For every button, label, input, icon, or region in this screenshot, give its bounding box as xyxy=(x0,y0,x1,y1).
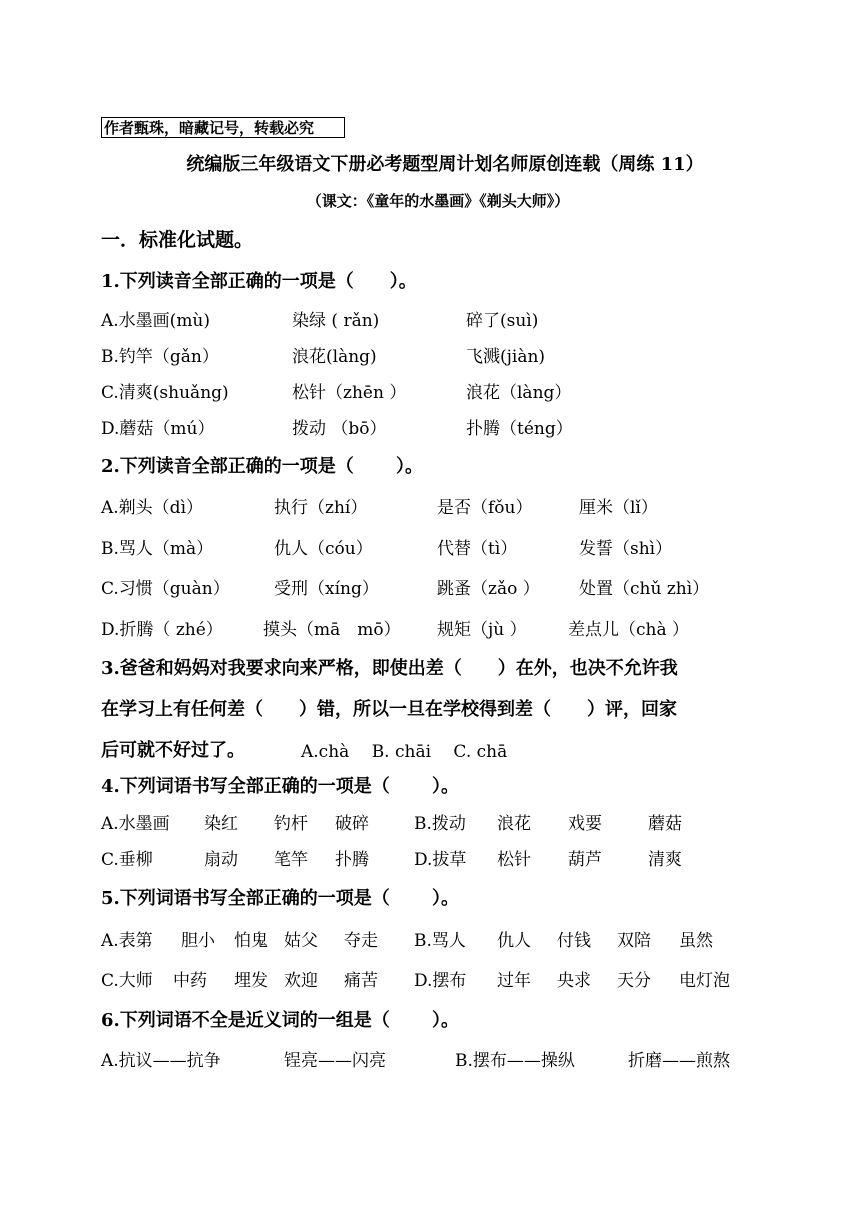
q5-word: 中药 xyxy=(173,971,207,991)
q1-option: 染绿 ( rǎn) xyxy=(292,311,380,331)
q5-word: 付钱 xyxy=(557,931,591,951)
q2-option: 跳蚤（zǎo ） xyxy=(437,579,540,599)
q2-option: 是否（fǒu） xyxy=(437,498,533,518)
q2-option: A.剃头（dì） xyxy=(101,498,203,518)
q6-option: 折磨——煎熬 xyxy=(628,1051,730,1071)
q2-option: 代替（tì） xyxy=(437,539,518,559)
q6-option: A.抗议——抗争 xyxy=(101,1051,221,1071)
q1-option: 扑腾（téng） xyxy=(466,419,573,439)
q4-word: 葫芦 xyxy=(568,850,602,870)
q6-option: B.摆布——操纵 xyxy=(455,1051,575,1071)
q4-word: 扑腾 xyxy=(335,850,369,870)
q5-word: 夺走 xyxy=(344,931,378,951)
q5-word: 痛苦 xyxy=(344,971,378,991)
q5-word: 胆小 xyxy=(181,931,215,951)
q4-word: 钓杆 xyxy=(274,814,308,834)
q4-word: C.垂柳 xyxy=(101,850,153,870)
q2-option: 摸头（mā mō） xyxy=(263,620,401,640)
q4-word: 笔竿 xyxy=(274,850,308,870)
question-1-stem: 1.下列读音全部正确的一项是（ ）。 xyxy=(101,271,417,292)
q6-option: 锃亮——闪亮 xyxy=(284,1051,386,1071)
q5-word: 怕鬼 xyxy=(234,931,268,951)
q1-option: C.清爽(shuǎng) xyxy=(101,383,229,403)
page-subtitle: （课文：《童年的水墨画》《剃头大师》） xyxy=(306,192,570,210)
question-3-line-1: 3.爸爸和妈妈对我要求向来严格，即使出差（ ）在外，也决不允许我 xyxy=(101,658,678,679)
q1-option: 飞溅(jiàn) xyxy=(466,347,546,367)
q4-word: 松针 xyxy=(497,850,531,870)
q4-word: 染红 xyxy=(204,814,238,834)
q1-option: B.钓竿（gǎn） xyxy=(101,347,219,367)
q1-option: 碎了(suì) xyxy=(466,311,539,331)
q4-word: B.拨动 xyxy=(414,814,466,834)
q2-option: 发誓（shì） xyxy=(579,539,673,559)
q4-word: 清爽 xyxy=(648,850,682,870)
author-notice: 作者甄珠，暗藏记号，转载必究 xyxy=(101,117,345,138)
q2-option: 执行（zhí） xyxy=(274,498,368,518)
q4-word: A.水墨画 xyxy=(101,814,170,834)
q1-option: 松针（zhēn ） xyxy=(292,383,407,403)
q5-word: 央求 xyxy=(557,971,591,991)
question-4-stem: 4.下列词语书写全部正确的一项是（ ）。 xyxy=(101,776,460,797)
q5-word: 双陪 xyxy=(617,931,651,951)
q5-word: 电灯泡 xyxy=(679,971,730,991)
q4-word: 浪花 xyxy=(497,814,531,834)
q4-word: 蘑菇 xyxy=(648,814,682,834)
q5-word: 埋发 xyxy=(234,971,268,991)
q1-option: A.水墨画(mù) xyxy=(101,311,211,331)
q2-option: 受刑（xíng） xyxy=(274,579,379,599)
q5-word: 姑父 xyxy=(284,931,318,951)
q5-word: 天分 xyxy=(617,971,651,991)
q1-option: D.蘑菇（mú） xyxy=(101,419,215,439)
question-3-line-2: 在学习上有任何差（ ）错，所以一旦在学校得到差（ ）评，回家 xyxy=(101,699,677,720)
q5-word: 虽然 xyxy=(679,931,713,951)
q4-word: 扇动 xyxy=(204,850,238,870)
q4-word: 破碎 xyxy=(335,814,369,834)
q5-word: 欢迎 xyxy=(284,971,318,991)
q4-word: 戏要 xyxy=(568,814,602,834)
q2-option: 厘米（lǐ） xyxy=(579,498,658,518)
q2-option: 处置（chǔ zhì） xyxy=(579,579,710,599)
question-3-options: A.chà B. chāi C. chā xyxy=(301,742,508,762)
q2-option: B.骂人（mà） xyxy=(101,539,214,559)
question-6-stem: 6.下列词语不全是近义词的一组是（ ）。 xyxy=(101,1010,460,1031)
page-title: 统编版三年级语文下册必考题型周计划名师原创连载（周练 11） xyxy=(186,154,704,175)
q2-option: 差点儿（chà ） xyxy=(568,620,690,640)
q5-word: 过年 xyxy=(497,971,531,991)
section-heading: 一．标准化试题。 xyxy=(101,229,254,251)
q2-option: 规矩（jù ） xyxy=(437,620,527,640)
q2-option: D.折腾（ zhé） xyxy=(101,620,223,640)
question-5-stem: 5.下列词语书写全部正确的一项是（ ）。 xyxy=(101,888,460,909)
q1-option: 拨动 （bō） xyxy=(292,419,387,439)
question-2-stem: 2.下列读音全部正确的一项是（ ）。 xyxy=(101,456,424,477)
q1-option: 浪花（làng） xyxy=(466,383,572,403)
q5-word: C.大师 xyxy=(101,971,153,991)
q2-option: C.习惯（guàn） xyxy=(101,579,230,599)
q2-option: 仇人（cóu） xyxy=(274,539,373,559)
q4-word: D.拔草 xyxy=(414,850,467,870)
q5-word: D.摆布 xyxy=(414,971,467,991)
question-3-line-3: 后可就不好过了。 xyxy=(101,740,245,761)
q5-word: 仇人 xyxy=(497,931,531,951)
q5-word: B.骂人 xyxy=(414,931,466,951)
q1-option: 浪花(làng) xyxy=(292,347,377,367)
q5-word: A.表第 xyxy=(101,931,153,951)
